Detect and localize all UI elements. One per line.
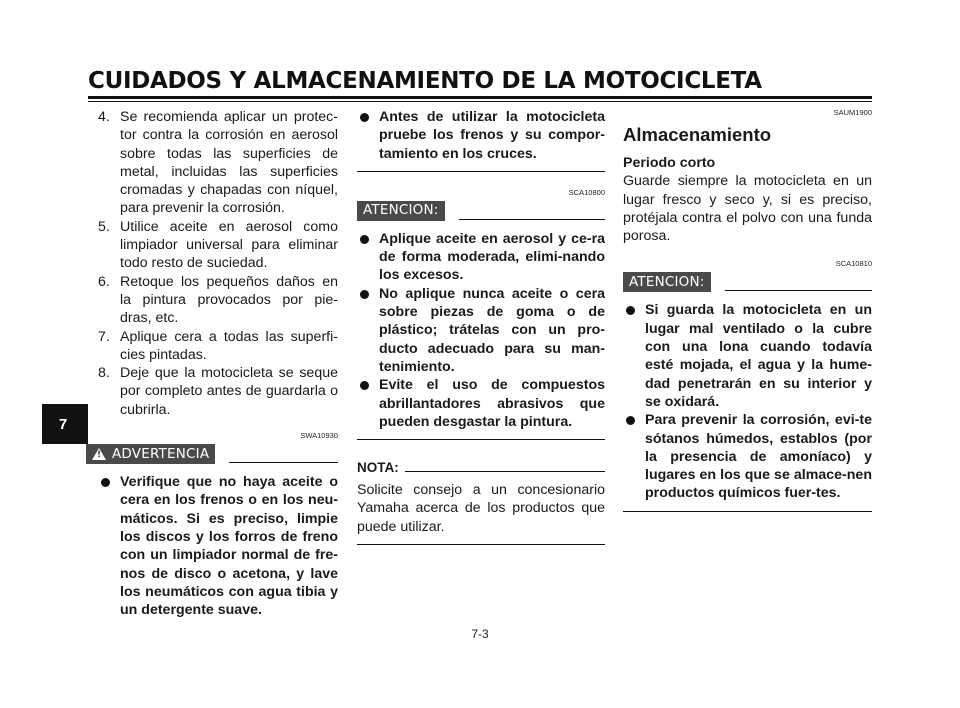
- warning-label: ADVERTENCIA: [112, 445, 210, 462]
- warning-label-box: [86, 444, 215, 464]
- page-number: 7-3: [471, 627, 489, 641]
- section-rule: [357, 544, 605, 545]
- caution-bullet: [623, 301, 872, 411]
- warning-rule: [229, 462, 338, 463]
- list-item-text: Utilice aceite en aerosol como limpiador universal para eliminar todo resto de suciedad.: [120, 218, 338, 272]
- caution-bullet-text: Evite el uso de compuestos abrillantadores abrasivos que pueden desgastar la pintura.: [379, 377, 605, 430]
- list-item-number: 8.: [98, 365, 110, 382]
- list-item-number: 4.: [98, 109, 110, 125]
- caution-rule: [459, 219, 605, 220]
- caution-bullet-text: Para prevenir la corrosión, evi-te sótanos húmedos, establos (por la presencia de amoníaco) y lugares en los que se almace-nen productos químicos fuer-tes.: [645, 412, 872, 502]
- warning-header: [86, 443, 338, 465]
- caution-bullet-text: No aplique nunca aceite o cera sobre piezas de goma o de plástico; trátelas con un pro-ducto adecuado para su man-tenimiento.: [379, 285, 605, 375]
- list-item-number: 7.: [98, 328, 110, 345]
- bullet-dot-icon: [101, 478, 110, 487]
- list-item-number: 6.: [98, 273, 110, 290]
- chapter-tab: 7: [42, 404, 88, 444]
- warning-bullet: [98, 473, 338, 619]
- caution-bullet: [357, 285, 605, 376]
- caution-bullet-text: Antes de utilizar la motocicleta pruebe los frenos y su compor-tamiento en los cruces.: [379, 109, 605, 162]
- caution-bullet: [623, 411, 872, 502]
- bullet-dot-icon: [360, 113, 369, 122]
- paragraph: Guarde siempre la motocicleta en un lugar fresco y seco y, si es preciso, protéjala contra el polvo con una funda porosa.: [623, 173, 872, 245]
- column-2: [357, 108, 605, 545]
- caution-code: SCA10800: [568, 187, 605, 197]
- column-1: [98, 108, 338, 619]
- bullet-dot-icon: [626, 306, 635, 315]
- warning-code: SWA10930: [300, 431, 338, 441]
- note-text: Solicite consejo a un concesionario Yamaha acerca de los productos que puede utilizar.: [357, 482, 605, 535]
- caution-bullet: [357, 376, 605, 431]
- caution-bullet-text: Si guarda la motocicleta en un lugar mal ventilado o la cubre con una lona cuando todavía esté mojada, el agua y la hume-dad penetrarán en su interior y se oxidará.: [645, 302, 872, 410]
- bullet-dot-icon: [360, 381, 369, 390]
- warning-triangle-icon: [92, 448, 106, 460]
- list-item-number: 5.: [98, 218, 110, 235]
- note-header: [357, 460, 605, 475]
- caution-label: ATENCION:: [357, 201, 445, 221]
- section-rule: [623, 511, 872, 512]
- header-rule: [88, 96, 872, 99]
- page-title: CUIDADOS Y ALMACENAMIENTO DE LA MOTOCICLETA: [88, 68, 762, 94]
- bullet-dot-icon: [626, 416, 635, 425]
- list-item: [98, 218, 338, 273]
- list-item-text: Aplique cera a todas las superfi-cies pintadas.: [120, 328, 338, 363]
- list-item: [98, 364, 338, 419]
- caution-bullet: [357, 108, 605, 163]
- caution-bullet-text: Aplique aceite en aerosol y ce-ra de forma moderada, elimi-nando los excesos.: [379, 230, 605, 284]
- column-3: [623, 108, 872, 512]
- caution-header: [623, 271, 872, 293]
- caution-label: ATENCION:: [623, 272, 711, 292]
- caution-bullet: [357, 230, 605, 285]
- subheading: Periodo corto: [623, 155, 716, 171]
- list-item-text: Retoque los pequeños daños en la pintura provocados por pie-dras, etc.: [120, 273, 338, 327]
- caution-rule: [725, 290, 872, 291]
- caution-header: [357, 200, 605, 222]
- list-item: [98, 108, 338, 218]
- bullet-dot-icon: [360, 235, 369, 244]
- section-title: Almacenamiento: [623, 124, 772, 145]
- caution-code: SCA10810: [835, 259, 872, 269]
- section-code: SAUM1900: [833, 108, 872, 117]
- page-header: [88, 68, 872, 94]
- warning-bullet-text: Verifique que no haya aceite o cera en los frenos o en los neu-máticos. Si es preciso, limpie los discos y los forros de freno con un limpiador normal de fre-nos de disco o acetona, y lave los neumáticos con agua tibia y un detergente suave.: [120, 474, 338, 619]
- note-label: NOTA:: [357, 460, 399, 476]
- section-rule: [357, 171, 605, 172]
- list-item-text: Se recomienda aplicar un protec-tor contra la corrosión en aerosol sobre todas las superficies de metal, incluidas las superficies cromadas y chapadas con níquel, para prevenir la corrosión.: [120, 109, 338, 217]
- list-item: [98, 273, 338, 328]
- list-item-text: Deje que la motocicleta se seque por completo antes de guardarla o cubrirla.: [120, 365, 338, 418]
- list-item: [98, 328, 338, 365]
- bullet-dot-icon: [360, 290, 369, 299]
- section-rule: [357, 439, 605, 440]
- header-rule-thin: [88, 101, 872, 102]
- note-rule: [405, 471, 605, 472]
